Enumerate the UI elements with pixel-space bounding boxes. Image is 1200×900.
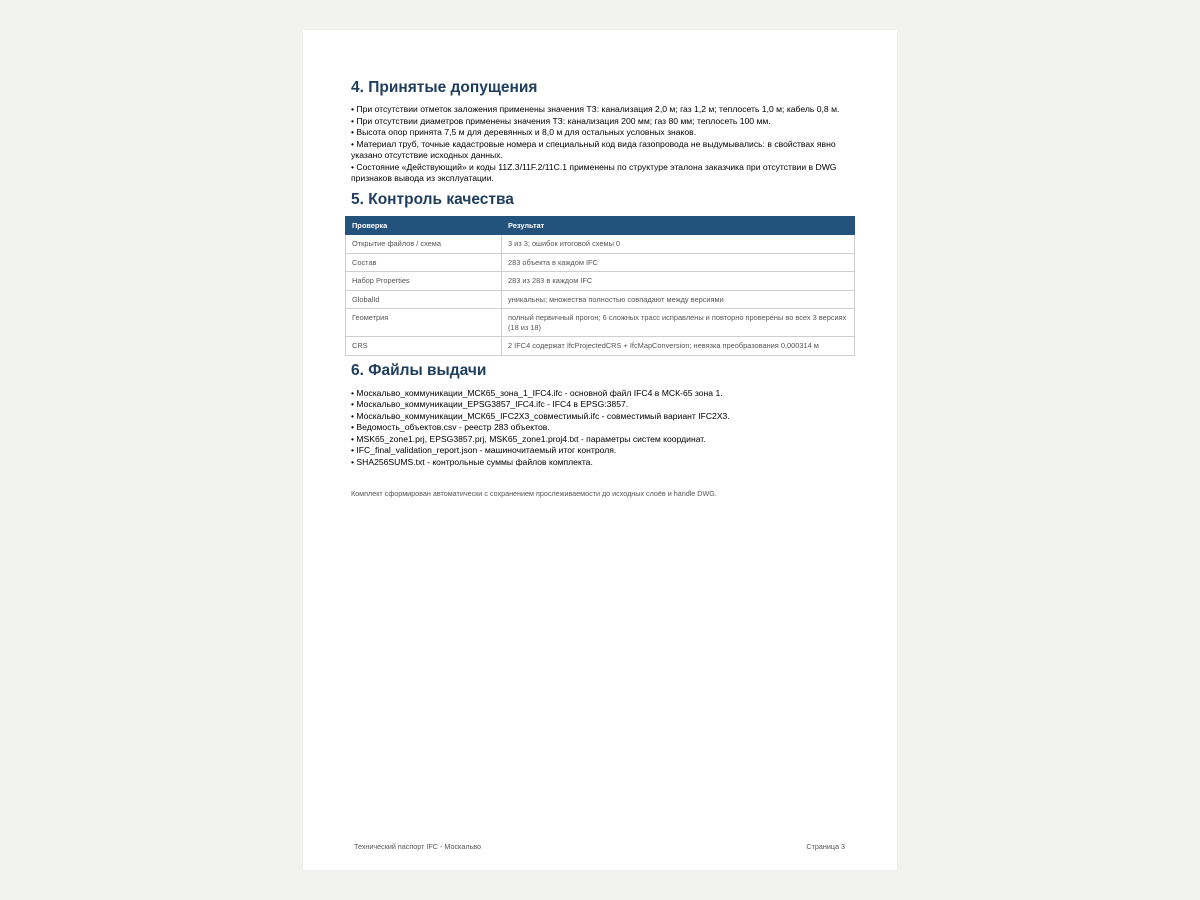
table-cell-result: уникальны; множества полностью совпадают между версиями [502,290,855,309]
table-cell-result: 283 объекта в каждом IFC [502,253,855,272]
table-cell-check: Открытие файлов / схема [346,235,502,254]
table-cell-result: 3 из 3; ошибок итоговой схемы 0 [502,235,855,254]
list-item: • Высота опор принята 7,5 м для деревянных и 8,0 м для остальных условных знаков. [351,127,697,137]
list-item: • Москальво_коммуникации_МСК65_зона_1_IFC4.ifc - основной файл IFC4 в МСК-65 зона 1. [351,387,723,398]
table-cell-result: 2 IFC4 содержат IfcProjectedCRS + IfcMapConversion; невязка преобразования 0,000314 м [502,337,855,356]
deliverables-list [351,388,841,469]
list-item: • IFC_final_validation_report.json - машиночитаемый итог контроля. [351,445,617,455]
table-cell-result: полный первичный прогон; 6 сложных трасс исправлены и повторно проверены во всех 3 версиях (18 из 18) [502,309,855,337]
document-page [303,30,897,870]
list-item: • SHA256SUMS.txt - контрольные суммы файлов комплекта. [351,456,593,467]
quality-control-table [345,216,855,356]
table-cell-check: GlobalId [346,290,502,309]
assumptions-list [351,104,841,185]
table-cell-check: CRS [346,337,502,356]
list-item: • При отсутствии диаметров применены значения ТЗ: канализация 200 мм; газ 80 мм; теплосеть 100 мм. [351,115,771,126]
section-5-heading: 5. Контроль качества [351,190,514,208]
table-cell-check: Набор Properties [346,272,502,291]
list-item: • Материал труб, точные кадастровые номера и специальный код вида газопровода не выдумывались: в свойствах явно указано отсутствие исходных данных. [351,138,836,160]
table-row [346,253,855,272]
footer-document-title: Технический паспорт IFC - Москальво [354,842,482,851]
table-header-row [346,216,855,235]
section-6-heading: 6. Файлы выдачи [351,361,487,379]
list-item: • MSK65_zone1.prj, EPSG3857.prj, MSK65_zone1.proj4.txt - параметры систем координат. [351,433,706,444]
table-row [346,235,855,254]
table-row [346,290,855,309]
list-item: • Москальво_коммуникации_МСК65_IFC2X3_совместимый.ifc - совместимый вариант IFC2X3. [351,410,730,421]
footer-page-number: Страница 3 [806,842,845,851]
column-header-result: Результат [502,216,855,235]
section-4-heading: 4. Принятые допущения [351,79,538,96]
column-header-check: Проверка [346,216,502,235]
list-item: • При отсутствии отметок заложения применены значения ТЗ: канализация 2,0 м; газ 1,2 м; теплосеть 1,0 м; кабель 0,8 м. [351,104,840,114]
list-item: • Москальво_коммуникации_EPSG3857_IFC4.ifc - IFC4 в EPSG:3857. [351,399,629,409]
table-cell-check: Геометрия [346,309,502,337]
table-row [346,337,855,356]
table-cell-result: 283 из 283 в каждом IFC [502,272,855,291]
generation-note: Комплект сформирован автоматически с сохранением прослеживаемости до исходных слоёв и handle DWG. [351,489,717,498]
table-cell-check: Состав [346,253,502,272]
table-row [346,309,855,337]
list-item: • Ведомость_объектов.csv - реестр 283 объектов. [351,422,550,432]
page-content [351,78,847,499]
list-item: • Состояние «Действующий» и коды 11Z.3/11F.2/11C.1 применены по структуре эталона заказчика при отсутствии в DWG признаков вывода из эксплуатации. [351,161,837,183]
table-row [346,272,855,291]
